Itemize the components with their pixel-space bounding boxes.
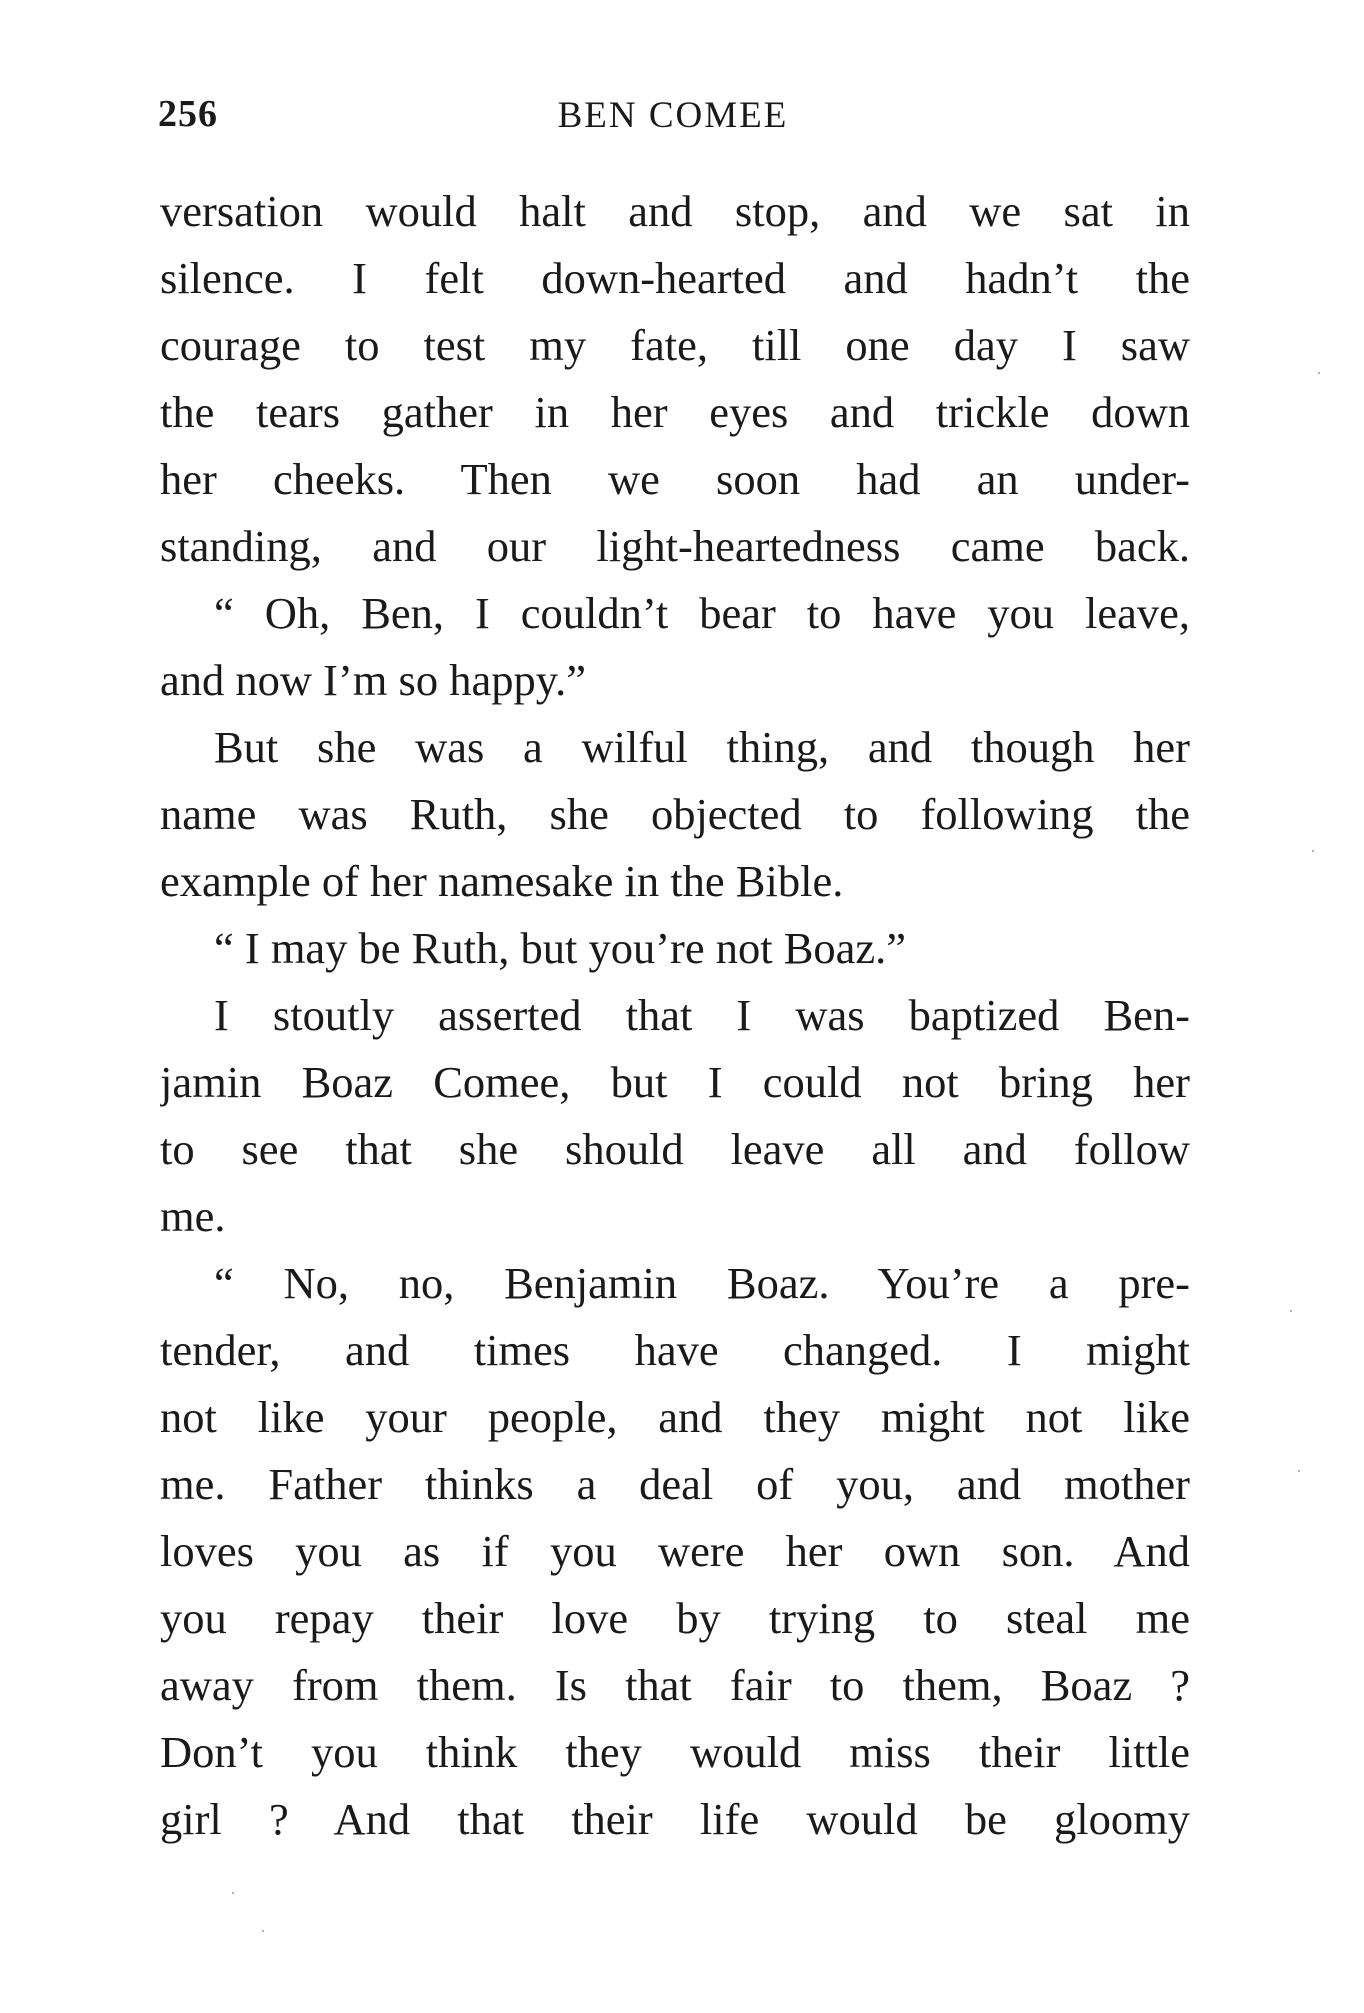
text-line: me. Father thinks a deal of you, and mother <box>160 1459 1190 1509</box>
running-title: BEN COMEE <box>557 95 789 136</box>
page-header <box>158 92 1188 152</box>
text-line: Don’t you think they would miss their little <box>160 1727 1190 1777</box>
text-line: jamin Boaz Comee, but I could not bring her <box>160 1057 1190 1107</box>
text-line: her cheeks. Then we soon had an under- <box>160 454 1190 504</box>
text-line: to see that she should leave all and follow <box>160 1124 1190 1174</box>
scan-speck <box>1290 1310 1292 1312</box>
text-line: standing, and our light-heartedness came back. <box>160 521 1190 571</box>
scan-speck <box>262 1930 264 1932</box>
text-line: you repay their love by trying to steal me <box>160 1593 1190 1643</box>
text-line: girl ? And that their life would be gloomy <box>160 1794 1190 1844</box>
text-line: courage to test my fate, till one day I saw <box>160 320 1190 370</box>
text-line: “ I may be Ruth, but you’re not Boaz.” <box>214 923 907 973</box>
text-line: example of her namesake in the Bible. <box>160 856 844 906</box>
scan-speck <box>232 1892 234 1894</box>
text-line: “ Oh, Ben, I couldn’t bear to have you leave, <box>214 588 1190 638</box>
text-line: versation would halt and stop, and we sat in <box>160 186 1190 236</box>
text-line: I stoutly asserted that I was baptized Ben- <box>214 990 1190 1040</box>
page-number: 256 <box>158 93 218 135</box>
scan-speck <box>1298 1470 1300 1472</box>
body-text <box>160 178 1190 1853</box>
text-line: name was Ruth, she objected to following the <box>160 789 1190 839</box>
scan-speck <box>1312 850 1314 852</box>
text-line: the tears gather in her eyes and trickle down <box>160 387 1190 437</box>
text-line: not like your people, and they might not like <box>160 1392 1190 1442</box>
text-line: loves you as if you were her own son. And <box>160 1526 1190 1576</box>
text-line: me. <box>160 1191 226 1241</box>
text-line: But she was a wilful thing, and though her <box>214 722 1190 772</box>
text-line: tender, and times have changed. I might <box>160 1325 1190 1375</box>
scan-speck <box>1318 372 1320 374</box>
text-line: “ No, no, Benjamin Boaz. You’re a pre- <box>214 1258 1190 1308</box>
text-line: silence. I felt down-hearted and hadn’t the <box>160 253 1190 303</box>
text-line: away from them. Is that fair to them, Boaz ? <box>160 1660 1190 1710</box>
text-line: and now I’m so happy.” <box>160 655 586 705</box>
